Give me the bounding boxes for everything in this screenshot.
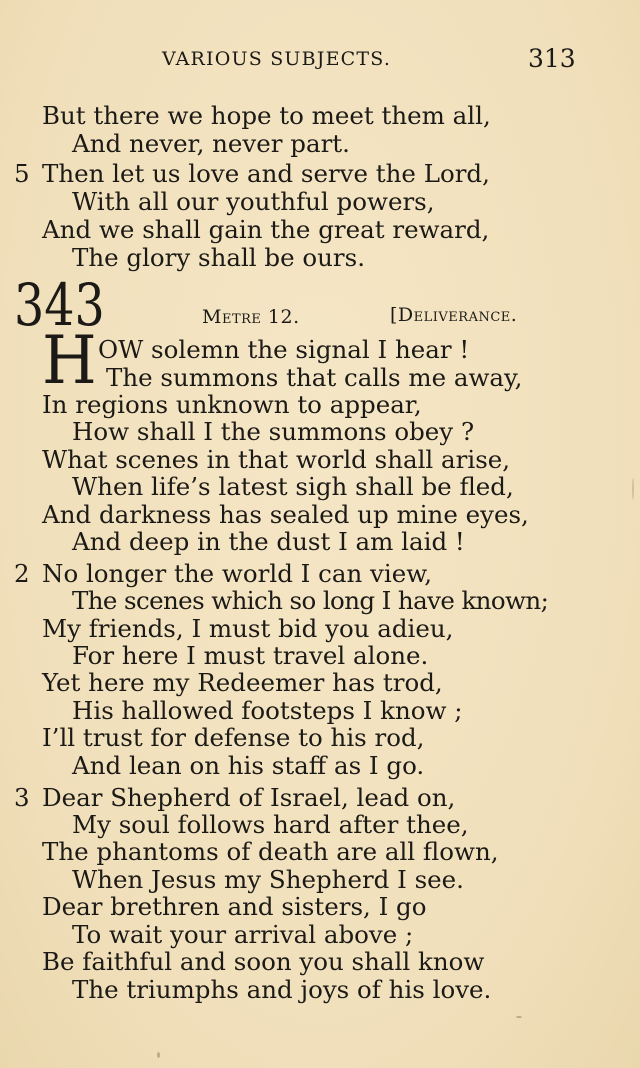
verse-line: To wait your arrival above ; [72,920,414,949]
verse-line: The phantoms of death are all flown, [42,837,499,866]
verse-line: Then let us love and serve the Lord, [42,159,490,188]
page-number: 313 [528,44,576,73]
hymn-number: 343 [14,271,105,339]
verse-line: But there we hope to meet them all, [42,101,491,130]
verse-line: OW solemn the signal I hear ! [98,335,470,364]
running-title: VARIOUS SUBJECTS. [162,48,392,70]
verse-line: The scenes which so long I have known; [72,586,549,615]
verse-line: My soul follows hard after thee, [72,810,469,839]
verse-line: My friends, I must bid you adieu, [42,614,454,643]
tune-name: [Deliverance. [390,304,518,326]
metre-label: Metre 12. [202,306,300,328]
verse-line: How shall I the summons obey ? [72,417,475,446]
verse-line: With all our youthful powers, [72,187,435,216]
verse-line: No longer the world I can view, [42,559,433,588]
paper-speck [157,1052,160,1058]
verse-line: Dear Shepherd of Israel, lead on, [42,783,456,812]
paper-speck [516,1016,522,1018]
paper-speck [632,478,634,500]
stanza-number: 2 [14,559,30,588]
verse-line: The triumphs and joys of his love. [72,975,492,1004]
verse-line: Dear brethren and sisters, I go [42,892,427,921]
verse-line: And darkness has sealed up mine eyes, [42,500,529,529]
page-header [0,44,640,76]
verse-line: What scenes in that world shall arise, [42,445,511,474]
stanza-number: 5 [14,159,30,188]
verse-line: The summons that calls me away, [106,363,523,392]
drop-cap: H [42,322,97,399]
verse-line: And never, never part. [72,129,350,158]
verse-line: When Jesus my Shepherd I see. [72,865,464,894]
verse-line: And we shall gain the great reward, [42,215,490,244]
verse-line: His hallowed footsteps I know ; [72,696,463,725]
verse-line: I’ll trust for defense to his rod, [42,723,425,752]
verse-line: For here I must travel alone. [72,641,429,670]
verse-line: Yet here my Redeemer has trod, [42,668,443,697]
verse-line: In regions unknown to appear, [42,390,422,419]
verse-line: Be faithful and soon you shall know [42,947,485,976]
verse-line: And lean on his staff as I go. [72,751,425,780]
verse-line: When life’s latest sigh shall be fled, [72,472,514,501]
stanza-number: 3 [14,783,30,812]
verse-line: And deep in the dust I am laid ! [72,527,465,556]
verse-line: The glory shall be ours. [72,243,366,272]
